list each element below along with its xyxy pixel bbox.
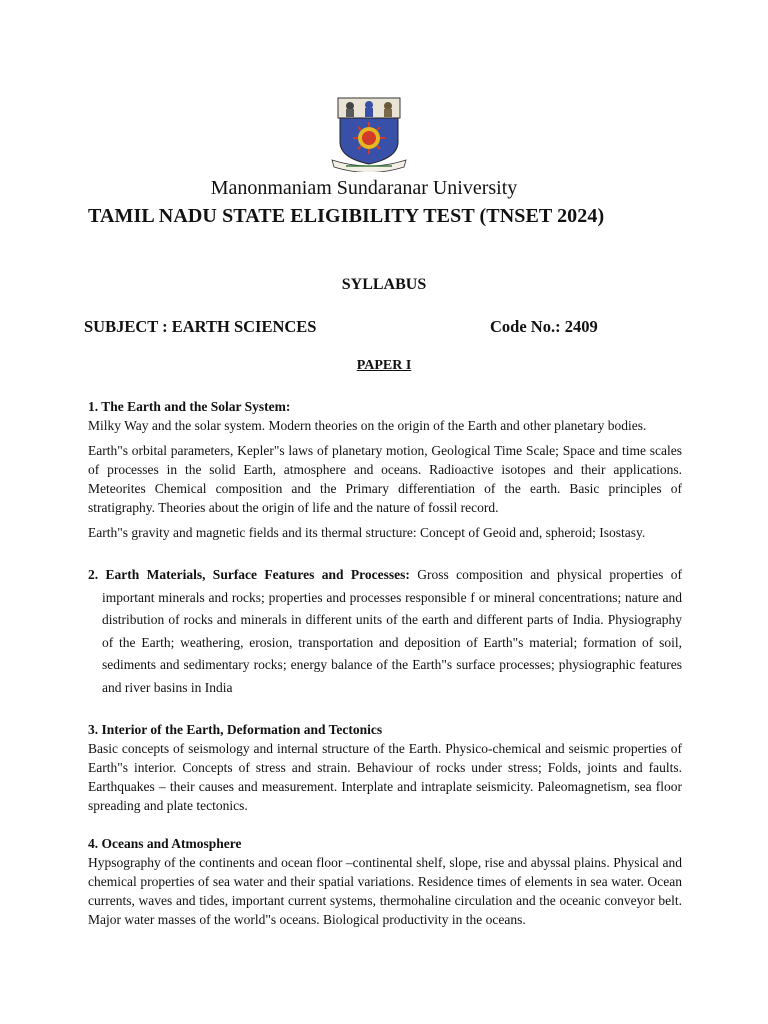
paper-heading: PAPER I (356, 358, 412, 373)
section-paragraph (88, 564, 682, 700)
section-paragraph: Earth"s orbital parameters, Kepler"s laws of planetary motion, Geological Time Scale; Space and time scales of processes in the solid Earth, atmosphere and oceans. Radioactive isotopes and their applications. Meteorites Chemical composition and the Primary differentiation of the earth. Basic principles of stratigraphy. Theories about the origin of life and the nature of fossil record. (88, 443, 682, 515)
section-heading: 1. The Earth and the Solar System: (88, 399, 291, 414)
section-body: Gross composition and physical properties of important minerals and rocks; properties and processes responsible f or mineral concentrations; nature and distribution of rocks and minerals in different units of the earth and different parts of India. Physiography of the Earth; weathering, erosion, transportation and deposition of Earth"s material; formation of soil, sediments and sedimentary rocks; energy balance of the Earth"s surface processes; physiographic features and river basins in India (102, 567, 682, 695)
section-interior-earth (88, 720, 682, 815)
subject-code: Code No.: 2409 (490, 317, 598, 336)
section-oceans-atmosphere (88, 834, 682, 929)
section-earth-solar-system (88, 397, 682, 542)
university-name: Manonmaniam Sundaranar University (210, 177, 518, 199)
section-heading: 2. Earth Materials, Surface Features and Processes: (88, 567, 410, 582)
section-earth-materials (88, 564, 682, 700)
university-emblem-icon (328, 96, 410, 172)
section-paragraph: Milky Way and the solar system. Modern theories on the origin of the Earth and other planetary bodies. (88, 418, 647, 433)
exam-title: TAMIL NADU STATE ELIGIBILITY TEST (TNSET 2024) (88, 205, 605, 227)
subject-label: SUBJECT : EARTH SCIENCES (84, 317, 317, 336)
section-paragraph: Earth"s gravity and magnetic fields and its thermal structure: Concept of Geoid and, spheroid; Isostasy. (88, 525, 646, 540)
section-heading: 3. Interior of the Earth, Deformation and Tectonics (88, 722, 383, 737)
syllabus-heading: SYLLABUS (341, 276, 427, 293)
section-body: Hypsography of the continents and ocean floor –continental shelf, slope, rise and abyssal plains. Physical and chemical properties of sea water and their spatial variations. Residence times of elements in sea water. Ocean currents, waves and tides, important current systems, thermohaline circulation and the oceanic conveyor belt. Major water masses of the world"s oceans. Biological productivity in the oceans. (88, 855, 682, 927)
section-body: Basic concepts of seismology and internal structure of the Earth. Physico-chemical and seismic properties of Earth"s interior. Concepts of stress and strain. Behaviour of rocks under stress; Folds, joints and faults. Earthquakes – their causes and measurement. Interplate and intraplate seismicity. Paleomagnetism, sea floor spreading and plate tectonics. (88, 741, 682, 813)
section-heading: 4. Oceans and Atmosphere (88, 836, 242, 851)
